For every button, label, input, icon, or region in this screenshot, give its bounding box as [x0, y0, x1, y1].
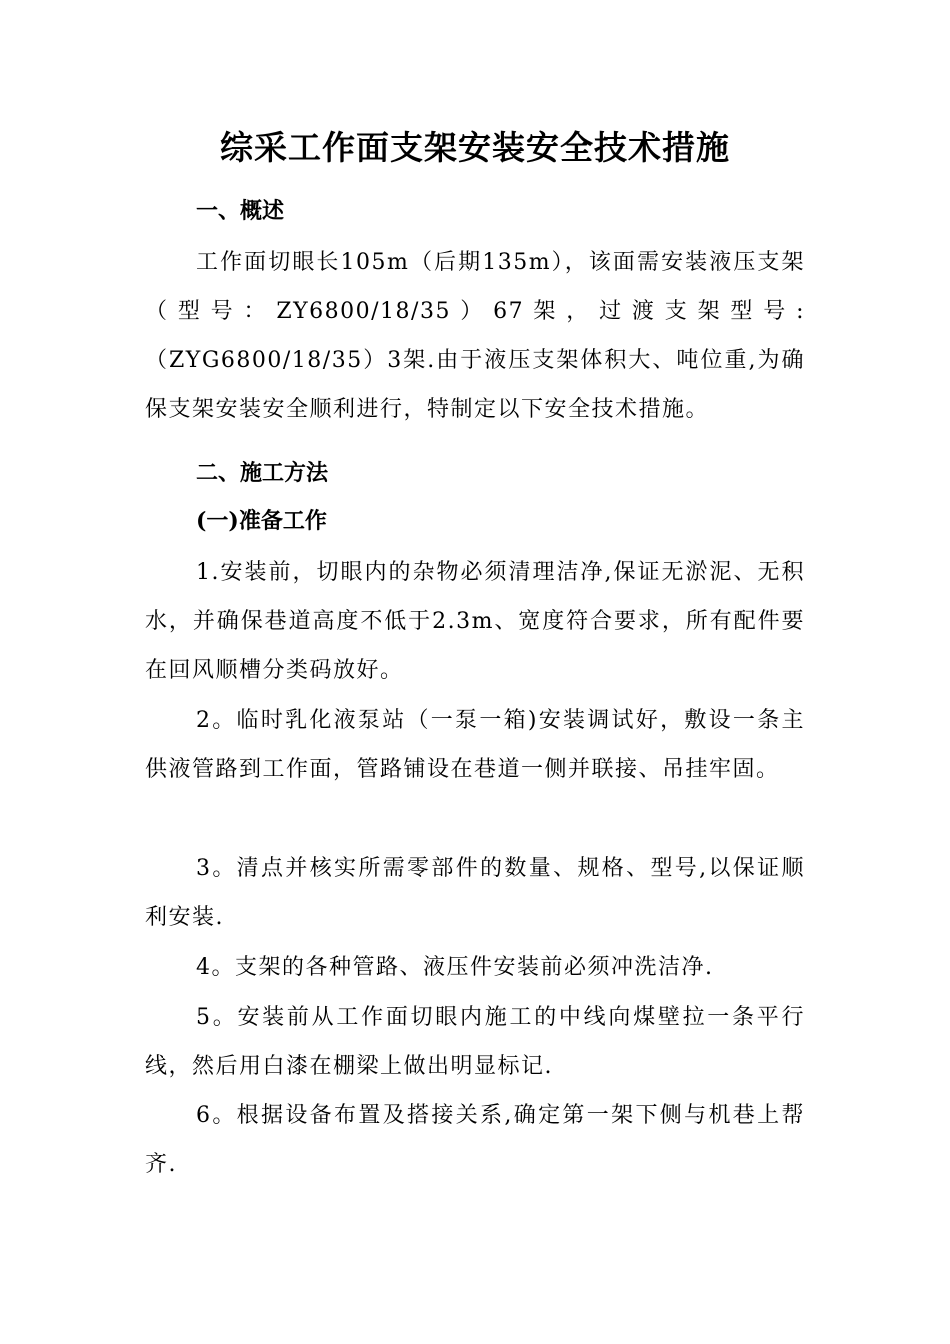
subsection-heading-preparation: (一)准备工作: [196, 508, 327, 534]
preparation-item-3: 3。清点并核实所需零部件的数量、规格、型号,以保证顺利安装.: [145, 856, 805, 930]
section-heading-construction-method: 二、施工方法: [196, 460, 329, 486]
preparation-item-6: 6。根据设备布置及搭接关系,确定第一架下侧与机巷上帮齐.: [145, 1103, 805, 1177]
preparation-item-2: 2。临时乳化液泵站（一泵一箱)安装调试好，敷设一条主供液管路到工作面，管路铺设在巷道一侧并联接、吊挂牢固。: [145, 708, 805, 782]
overview-paragraph: 工作面切眼长105m（后期135m），该面需安装液压支架（型号：ZY6800/18/35）67架，过渡支架型号:（ZYG6800/18/35）3架.由于液压支架体积大、吨位重,为确保支架安装安全顺利进行，特制定以下安全技术措施。: [145, 250, 805, 422]
preparation-item-1: 1.安装前，切眼内的杂物必须清理洁净,保证无淤泥、无积水，并确保巷道高度不低于2.3m、宽度符合要求，所有配件要在回风顺槽分类码放好。: [145, 560, 805, 683]
preparation-item-5: 5。安装前从工作面切眼内施工的中线向煤壁拉一条平行线，然后用白漆在棚梁上做出明显标记.: [145, 1005, 805, 1079]
preparation-item-4: 4。支架的各种管路、液压件安装前必须冲洗洁净.: [196, 955, 714, 980]
section-heading-overview: 一、概述: [196, 198, 285, 224]
document-title: 综采工作面支架安装安全技术措施: [220, 128, 730, 167]
